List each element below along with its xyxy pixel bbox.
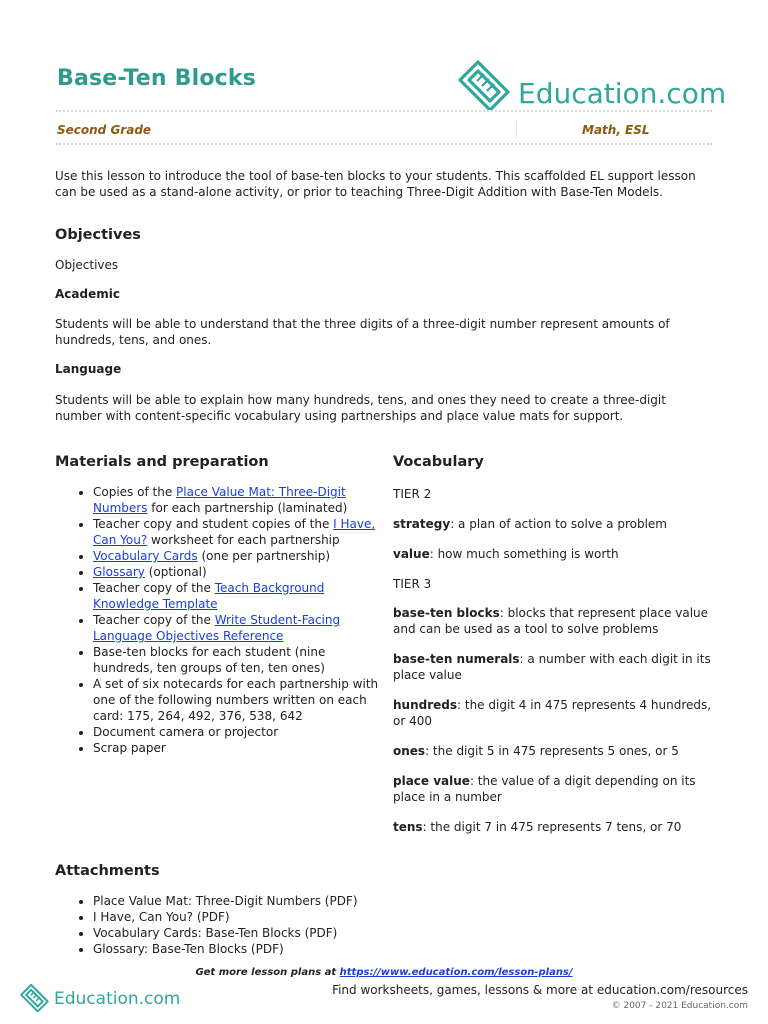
materials-item-text: Scrap paper [93,741,166,755]
attachments-heading: Attachments [55,863,160,879]
objectives-subheading: Objectives [55,258,119,272]
materials-item [93,612,383,644]
materials-item-text: for each partnership (laminated) [147,501,348,515]
materials-item-link[interactable]: Glossary [93,565,145,579]
materials-item [93,740,383,756]
vocabulary-term-definition: : the value of a digit depending on its place in a number [393,774,696,804]
meta-divider [56,143,712,145]
lesson-plans-link[interactable]: https://www.education.com/lesson-plans/ [339,967,573,978]
footer-copyright: © 2007 - 2021 Education.com [611,1001,748,1011]
vocabulary-term-word: value [393,547,430,561]
materials-item-text: Teacher copy of the [93,581,215,595]
footer-tagline: Find worksheets, games, lessons & more at education.com/resources [332,983,748,997]
header-divider [56,110,712,112]
vocabulary-term-definition: : a number with each digit in its place value [393,652,711,682]
materials-item-text: Teacher copy and student copies of the [93,517,334,531]
grade-label: Second Grade [57,123,152,137]
materials-item [93,564,383,580]
materials-item-text: Base-ten blocks for each student (nine hundreds, ten groups of ten, ten ones) [93,645,326,675]
materials-item-text: Copies of the [93,485,177,499]
footer-logo-wordmark: Education.com [54,989,181,1009]
vocabulary-term [393,605,718,637]
vocabulary-term-word: place value [393,774,470,788]
vocabulary-term-definition: : how much something is worth [429,547,619,561]
logo-wordmark: Education.com [518,77,727,110]
objectives-heading: Objectives [55,227,141,243]
vocabulary-term-definition: : a plan of action to solve a problem [450,517,667,531]
intro-paragraph: Use this lesson to introduce the tool of base-ten blocks to your students. This scaffolded EL support lesson can be used as a stand-alone activity, or prior to teaching Three-Digit Addition with Base-Ten Models. [55,169,696,199]
materials-item-link[interactable]: Teach Background Knowledge Template [93,581,325,611]
materials-item [93,580,383,612]
attachment-item[interactable]: • Glossary: Base-Ten Blocks (PDF) [93,941,493,957]
vocabulary-heading: Vocabulary [393,454,484,470]
tier-3-label: TIER 3 [393,577,432,591]
education-logo-icon [19,982,51,1016]
materials-item-text: (optional) [144,565,207,579]
tier-2-label: TIER 2 [393,487,432,501]
footer-cta-prefix: Get more lesson plans at [195,967,340,978]
materials-item-text: (one per partnership) [197,549,331,563]
education-logo-icon [456,58,514,114]
vocabulary-term-word: tens [393,820,423,834]
vocabulary-term-word: base-ten blocks [393,606,500,620]
academic-text: Students will be able to understand that the three digits of a three-digit number represent amounts of hundreds, tens, and ones. [55,317,670,347]
vocabulary-term-definition: : the digit 7 in 475 represents 7 tens, or 70 [422,820,682,834]
vocabulary-term-word: strategy [393,517,451,531]
attachment-item[interactable]: • I Have, Can You? (PDF) [93,909,493,925]
vocabulary-term [393,819,718,835]
materials-item-link[interactable]: Place Value Mat: Three-Digit Numbers [93,485,346,515]
subject-label: Math, ESL [582,123,650,137]
materials-item-text: Teacher copy of the [93,613,215,627]
vocabulary-term [393,773,718,805]
materials-item [93,724,383,740]
page-title: Base-Ten Blocks [57,66,257,91]
materials-item-link[interactable]: Write Student-Facing Language Objectives Reference [93,613,341,643]
vocabulary-term [393,516,718,532]
vocabulary-term-definition: : blocks that represent place value and can be used as a tool to solve problems [393,606,709,636]
materials-item [93,484,383,516]
vocabulary-term-word: hundreds [393,698,458,712]
vocabulary-term-word: base-ten numerals [393,652,520,666]
attachment-item[interactable]: • Vocabulary Cards: Base-Ten Blocks (PDF) [93,925,493,941]
meta-separator [516,122,517,138]
header-logo[interactable] [456,58,726,114]
attachment-item[interactable]: • Place Value Mat: Three-Digit Numbers (PDF) [93,893,493,909]
language-label: Language [55,362,122,376]
materials-list [55,484,383,756]
vocabulary-term-definition: : the digit 4 in 475 represents 4 hundreds, or 400 [393,698,712,728]
materials-item-text: worksheet for each partnership [147,533,340,547]
materials-item [93,644,383,676]
vocabulary-term [393,651,718,683]
materials-item [93,676,383,724]
language-text: Students will be able to explain how many hundreds, tens, and ones they need to create a three-digit number with content-specific vocabulary using partnerships and place value mats for support. [55,393,666,423]
materials-item [93,548,383,564]
materials-item-text: Document camera or projector [93,725,279,739]
vocabulary-term [393,546,718,562]
footer-logo[interactable] [19,982,180,1016]
materials-heading: Materials and preparation [55,454,269,470]
materials-item-text: A set of six notecards for each partnership with one of the following numbers written on each card: 175, 264, 492, 376, 538, 642 [93,677,379,723]
vocabulary-term [393,697,718,729]
materials-item [93,516,383,548]
vocabulary-term-definition: : the digit 5 in 475 represents 5 ones, or 5 [425,744,679,758]
vocabulary-term-word: ones [393,744,426,758]
academic-label: Academic [55,287,120,301]
vocabulary-term [393,743,718,759]
attachments-list [55,893,493,957]
materials-item-link[interactable]: I Have, Can You? [93,517,376,547]
materials-item-link[interactable]: Vocabulary Cards [93,549,198,563]
footer-cta [0,967,768,978]
